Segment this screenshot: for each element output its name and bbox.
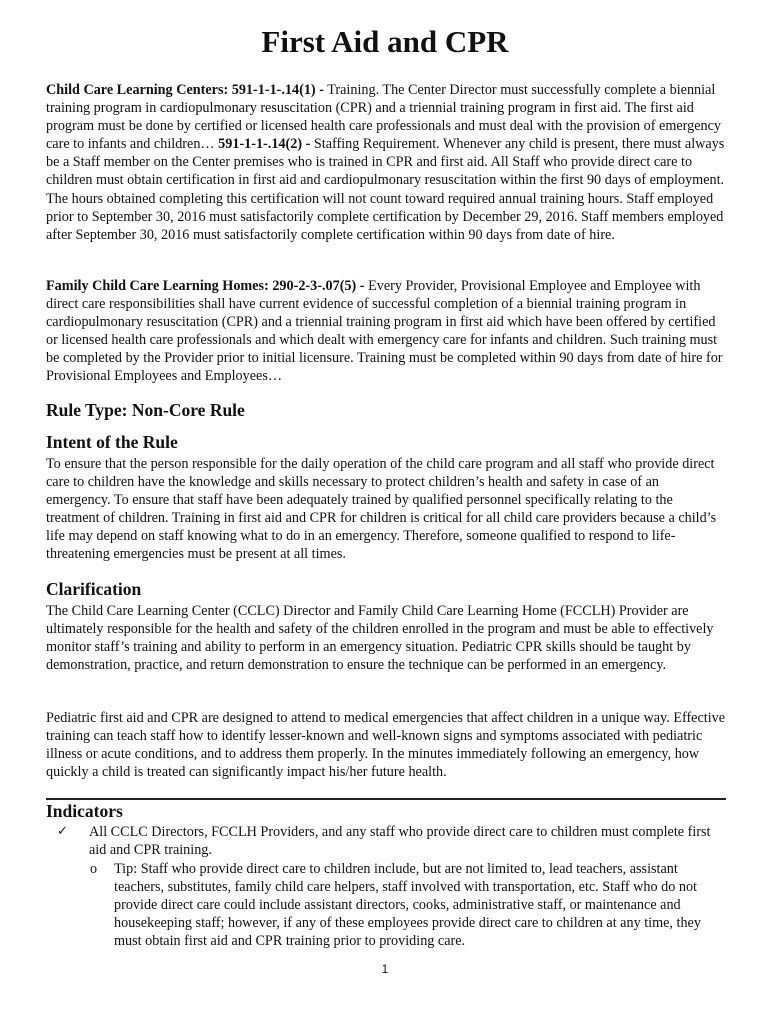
page-number: 1	[381, 962, 389, 976]
indicator-tip-text: Tip: Staff who provide direct care to children include, but are not limited to, lead teachers, assistant teachers, substitutes, family child care helpers, staff involved with transportation, etc. Staff who do not provide direct care could include assistant directors, cooks, administrative staff, or maintenance and housekeeping staff; however, if any of these employees provide direct care to children at any time, they must obtain first aid and CPR training prior to providing care.	[114, 861, 701, 950]
indicators-heading: Indicators	[46, 801, 123, 821]
indicator-tip-item	[90, 860, 727, 950]
clarification-heading: Clarification	[46, 579, 142, 599]
indicator-item-text: All CCLC Directors, FCCLH Providers, and any staff who provide direct care to children must complete first aid and CPR training.	[89, 824, 711, 859]
cclc-rule-text-2: Staffing Requirement. Whenever any child is present, there must always be a Staff member on the Center premises who is trained in CPR and first aid. All Staff who provide direct care to children must obtain certification in first aid and cardiopulmonary resuscitation within the first 90 days of employment. The hours obtained completing this certification will not count toward required annual training hours. Staff employed prior to September 30, 2016 must satisfactorily complete certification by December 29, 2016. Staff members employed after September 30, 2016 must satisfactorily complete certification within 90 days from date of hire.	[46, 136, 725, 243]
fcclh-rule-text: Every Provider, Provisional Employee and Employee with direct care responsibilities shall have current evidence of successful completion of a biennial training program in cardiopulmonary resuscitation (CPR) and a triennial training program in first aid which have been offered by certified or licensed health care professionals and which dealt with emergency care for infants and children. Such training must be completed by the Provider prior to initial licensure. Training must be completed within 90 days from date of hire for Provisional Employees and Employees…	[46, 278, 723, 385]
circle-bullet-icon: o	[90, 861, 98, 877]
fcclh-rule-paragraph	[46, 277, 726, 386]
page-title: First Aid and CPR	[261, 24, 509, 59]
cclc-rule-paragraph	[46, 81, 726, 244]
section-divider	[46, 798, 726, 800]
fcclh-rule-ref: Family Child Care Learning Homes: 290-2-3-.07(5) -	[46, 278, 365, 294]
clarification-paragraph-2: Pediatric first aid and CPR are designed to attend to medical emergencies that affect children in a unique way. Effective training can teach staff how to identify lesser-known and well-known signs and symptoms associated with pediatric illness or acute conditions, and to address them properly. In the minutes immediately following an emergency, how quickly a child is treated can significantly impact his/her future health.	[46, 710, 726, 781]
checkmark-icon: ✓	[57, 824, 68, 839]
clarification-paragraph-1: The Child Care Learning Center (CCLC) Director and Family Child Care Learning Home (FCCLH) Provider are ultimately responsible for the health and safety of the children enrolled in the program and must be able to effectively monitor staff’s training and ability to perform in an emergency situation. Pediatric CPR skills should be taught by demonstration, practice, and return demonstration to ensure the technique can be performed in an emergency.	[46, 603, 714, 674]
indicator-item	[57, 823, 727, 859]
cclc-rule-ref-2: 591-1-1-.14(2) -	[218, 136, 311, 153]
intent-heading: Intent of the Rule	[46, 432, 178, 452]
cclc-rule-ref-1: Child Care Learning Centers: 591-1-1-.14(1) -	[46, 82, 324, 98]
rule-type-heading: Rule Type: Non-Core Rule	[46, 400, 245, 420]
intent-paragraph: To ensure that the person responsible for the daily operation of the child care program and all staff who provide direct care to children have the knowledge and skills necessary to protect children’s health and safety in case of an emergency. To ensure that staff have been adequately trained by qualified personnel specifically relating to the treatment of children. Training in first aid and CPR for children is critical for all child care providers because a child’s life may depend on staff knowing what to do in an emergency. Therefore, someone qualified to respond to life-threatening emergencies must be present at all times.	[46, 456, 717, 563]
cclc-rule-text-1: Training. The Center Director must successfully complete a biennial training program in cardiopulmonary resuscitation (CPR) and a triennial training program in first aid. The first aid program must be done by certified or licensed health care professionals and must deal with the provision of emergency care to infants and children…	[46, 82, 722, 153]
